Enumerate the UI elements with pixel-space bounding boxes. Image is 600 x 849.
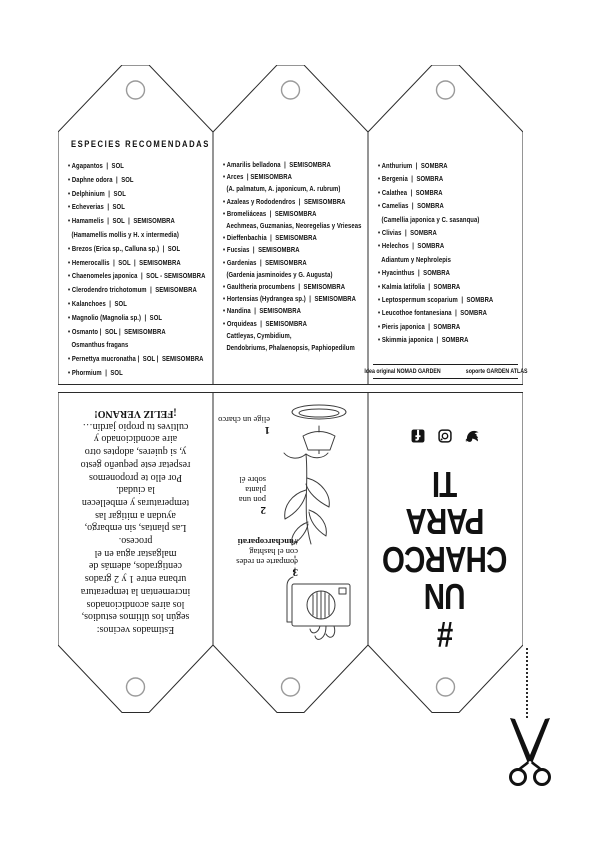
letter-line: los aires acondicionados (86, 598, 185, 610)
step-line: pon una planta (238, 485, 266, 505)
species-row: • Dieffenbachia | SEMISOMBRA (223, 233, 317, 243)
species-row: • Clivias | SOMBRA (378, 228, 437, 238)
hashtag-lines (370, 466, 522, 654)
species-row: • Orquideas | SEMISOMBRA (223, 318, 307, 328)
species-row: • Hortensias (Hydrangea sp.) | SEMISOMBRA (223, 294, 356, 304)
facebook-icon (412, 430, 426, 444)
hashtag-line: PARA (406, 501, 485, 543)
letter-line: cultives tu propio jardín… (82, 420, 189, 432)
species-list-sombra (378, 159, 521, 347)
hang-hole (437, 678, 455, 696)
letter-line: malgastar agua en el (94, 547, 177, 559)
species-row: • Pieris japonica | SOMBRA (378, 321, 461, 331)
hang-hole (282, 81, 300, 99)
tag-carta-vecinos (58, 392, 213, 713)
species-row: • Osmanto | SOL | SEMISOMBRA (68, 326, 166, 336)
letter-line: urbana entre 1 y 2 grados (84, 573, 187, 585)
social-icons (412, 430, 480, 444)
instagram-icon (439, 430, 453, 444)
letter-text (67, 402, 204, 651)
step-number: 2 (260, 504, 266, 516)
hang-hole (282, 678, 300, 696)
letter-line: según los últimos estudios, (81, 611, 190, 623)
species-row: • Gaultheria procumbens | SEMISOMBRA (223, 282, 346, 292)
tag-hashtag (368, 392, 523, 713)
species-row: • Helechos | SOMBRA (378, 241, 445, 251)
species-row: • Pernettya mucronatha | SOL | SEMISOMBRA (68, 354, 204, 364)
letter-line: respetar este pequeño gesto (80, 458, 191, 470)
step-lines (218, 414, 270, 424)
species-row: Dendobriums, Phalaenopsis, Paphiopedilum (223, 343, 355, 353)
hashtag-line: # (437, 614, 454, 655)
scissors-icon (504, 718, 556, 788)
letter-closing: ¡FELIZ VERANO! (94, 408, 177, 420)
species-row: • Clerodendro trichotomum | SEMISOMBRA (68, 285, 197, 295)
species-row: Aechmeas, Guzmanias, Neoregelias y Vrieseas (223, 221, 362, 231)
twitter-icon (466, 430, 480, 444)
tag-especies-sombra (364, 65, 528, 385)
species-row: • Kalanchoes | SOL (68, 298, 127, 308)
letter-lines (67, 419, 204, 635)
species-row: • Kalmia latifolia | SOMBRA (378, 281, 461, 291)
hashtag-line: UN (425, 576, 466, 618)
hang-hole (127, 81, 145, 99)
species-row: • Delphinium | SOL (68, 188, 126, 198)
plant-illustration (270, 452, 344, 550)
step-number: 3 (292, 566, 298, 578)
species-row: • Bromeliáceas | SEMISOMBRA (223, 208, 317, 218)
species-row: • Leptospermum scoparium | SOMBRA (378, 295, 494, 305)
letter-line: centigrados, además de (88, 560, 183, 572)
letter-line: Por ello te proponemos (88, 471, 183, 483)
credit-idea: Idea original NOMAD GARDEN (364, 368, 442, 375)
letter-line: aire acondicionado y (93, 433, 178, 445)
hashtag-line: CHARCO (383, 539, 508, 580)
letter-line: Estimados vecinos: (96, 624, 175, 635)
species-row: • Skimmia japonica | SOMBRA (378, 335, 469, 345)
step-line: elige un charco (218, 415, 270, 425)
species-row: • Camelias | SOMBRA (378, 201, 444, 211)
step-number: 1 (264, 424, 270, 436)
tag-instrucciones (213, 392, 368, 713)
letter-line: proceso. (118, 535, 153, 547)
step-line: sobre él (239, 475, 266, 486)
hashtag-content (376, 406, 515, 653)
step-1 (218, 414, 270, 436)
species-row: Cattleyas, Cymbidium, (223, 330, 292, 340)
step-line: con el hashtag (249, 547, 298, 558)
hashtag-line: TI (433, 464, 458, 505)
species-row: • Daphne odora | SOL (68, 174, 134, 184)
species-row: • Brezos (Erica sp., Calluna sp.) | SOL (68, 243, 181, 253)
species-row: Osmanthus fragans (68, 340, 129, 350)
species-row: • Magnolio (Magnolia sp.) | SOL (68, 312, 163, 322)
credit-soporte: soporte GARDEN ATLAS (466, 368, 528, 375)
credit-line (364, 364, 528, 379)
species-row: • Anthurium | SOMBRA (378, 161, 448, 170)
letter-line: la ciudad. (116, 484, 155, 496)
species-row: • Hyacinthus | SOMBRA (378, 268, 450, 278)
species-row: • Phormium | SOL (68, 367, 123, 377)
steps-content (218, 402, 360, 648)
species-row: • Hamamelis | SOL | SEMISOMBRA (68, 216, 175, 226)
cut-line (526, 648, 528, 718)
species-row: (A. palmatum, A. japonicum, A. rubrum) (223, 184, 341, 194)
letter-line: temperaturas y embellecen (81, 496, 190, 508)
tag-especies-sol (58, 65, 213, 385)
step-hashtag: #uncharcoparati (237, 537, 298, 548)
species-row: (Hamamellis mollis y H. x intermedia) (68, 229, 179, 239)
step-lines (218, 475, 266, 504)
hang-hole (437, 81, 455, 99)
species-row: • Fucsias | SEMISOMBRA (223, 245, 300, 255)
species-row: • Chaenomeles japonica | SOL - SEMISOMBRA (68, 271, 206, 281)
species-row: • Agapantos | SOL (68, 161, 124, 170)
species-row: Adiantum y Nephrolepis (378, 254, 451, 264)
letter-line: Las plantas, sin embargo, (84, 522, 187, 534)
step-line: comparte en redes (236, 557, 298, 567)
species-row: (Camellia japonica y C. sasanqua) (378, 214, 480, 224)
species-row: • Gardenias | SEMISOMBRA (223, 257, 307, 267)
tag-especies-semisombra (213, 65, 368, 385)
species-row: • Amarilis belladona | SEMISOMBRA (223, 160, 331, 169)
species-row: • Nandina | SEMISOMBRA (223, 306, 301, 316)
letter-line: incrementan la temperatura (80, 585, 191, 597)
hang-hole (127, 678, 145, 696)
species-row: • Echeverias | SOL (68, 202, 125, 212)
species-row: • Hemerocallis | SOL | SEMISOMBRA (68, 257, 181, 267)
species-row: • Bergenia | SOMBRA (378, 174, 444, 184)
species-row: • Calathea | SOMBRA (378, 187, 443, 197)
species-row: (Gardenia jasminoides y G. Augusta) (223, 269, 333, 279)
species-row: • Leucothoe fontanesiana | SOMBRA (378, 308, 488, 318)
puddle-illustration (286, 402, 352, 454)
species-list-sol (68, 159, 211, 380)
species-row: • Azaleas y Rododendros | SEMISOMBRA (223, 196, 346, 206)
letter-line: y, si quieres, adoptes otro (84, 446, 187, 458)
step-2 (218, 475, 266, 516)
species-list-semisombra (223, 159, 366, 354)
species-row: • Arces | SEMISOMBRA (223, 172, 292, 182)
letter-line: ayudan a mitigar las (95, 509, 176, 521)
species-heading: ESPECIES RECOMENDADAS (71, 139, 210, 149)
